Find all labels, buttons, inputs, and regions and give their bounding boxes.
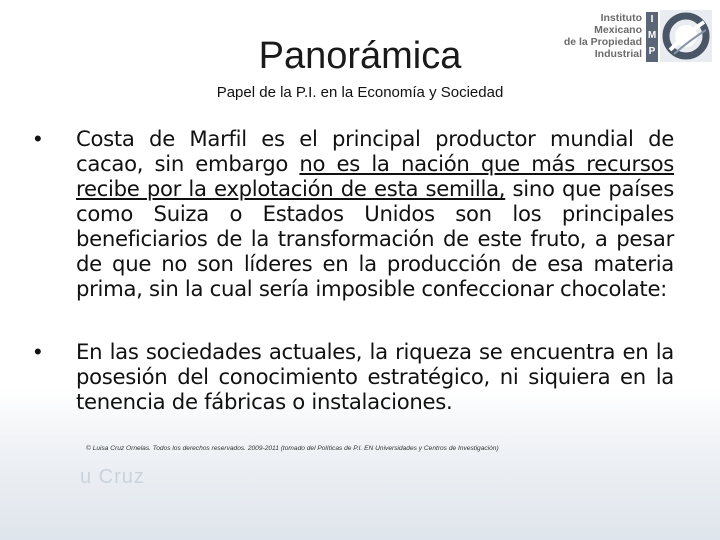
bullet-segment: En las sociedades actuales, la riqueza se encuentra en la posesión del conocimiento estratégico, ni siquiera en la tenencia de fábricas o instalaciones. [76, 339, 674, 414]
bullet-segment: Costa de Marfil es el principal productor mundial de cacao, sin embargo [76, 126, 674, 176]
logo-line: Instituto [600, 12, 642, 24]
watermark-text: u Cruz [80, 466, 145, 488]
bullet-segment: sino que países como Suiza o Estados Unidos son los principales beneficiarios de la transformación de este fruto, a pesar de que no son líderes en la producción de esa materia prima, sin la cual sería imposible confeccionar chocolate: [76, 176, 674, 301]
bullet-underlined-segment: no es la nación que más recursos recibe por la explotación de esta semilla, [76, 151, 674, 201]
logo-letter: P [648, 46, 656, 57]
logo-letter: M [647, 30, 657, 41]
bullet-text [76, 339, 674, 414]
bullet-marker: • [34, 126, 42, 151]
logo-emblem-icon [660, 10, 712, 62]
bullet-item [34, 339, 674, 414]
copyright-footnote: © Luisa Cruz Ornelas. Todos los derechos reservados. 2009-2011 (tomado del Políticas de P.I. EN Universidades y Centros de Investigación) [86, 445, 499, 452]
logo-letter: I [650, 14, 654, 25]
logo-line: de la Propiedad [563, 36, 642, 48]
logo-line: Mexicano [594, 24, 642, 36]
logo-letter-bar [646, 12, 658, 62]
slide-header [0, 0, 720, 110]
slide-subtitle: Papel de la P.I. en la Economía y Sociedad [216, 84, 504, 101]
bullet-list [34, 126, 674, 414]
bullet-item [34, 126, 674, 301]
bullet-text [76, 126, 674, 301]
impi-logo [560, 10, 712, 62]
bullet-marker: • [34, 339, 42, 364]
slide-title: Panorámica [258, 35, 462, 77]
logo-line: Industrial [594, 48, 642, 60]
logo-text [560, 12, 642, 60]
